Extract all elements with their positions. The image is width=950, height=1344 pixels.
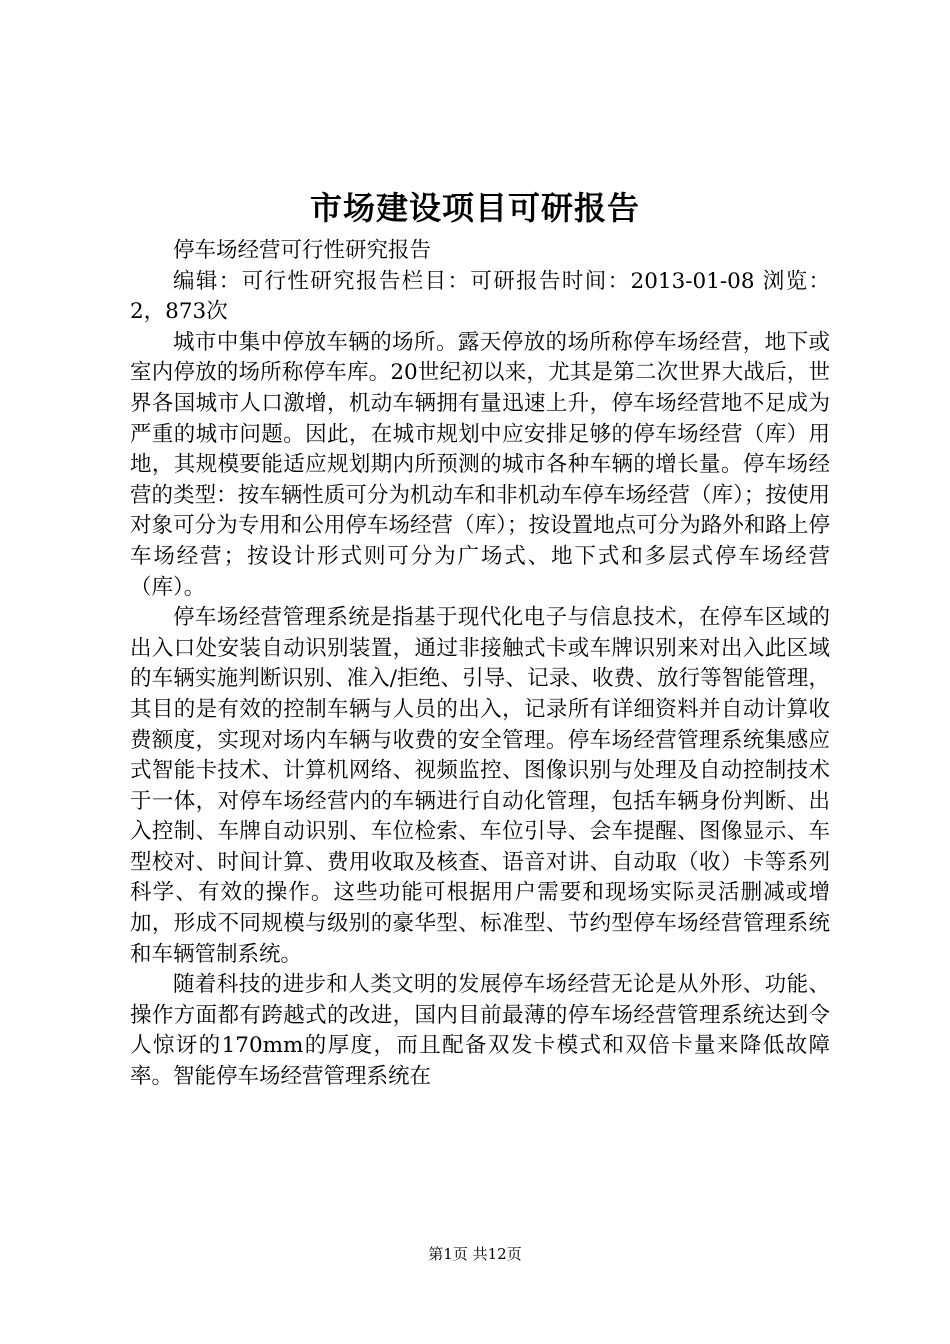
document-body (130, 236, 830, 1093)
document-meta-line: 编辑：可行性研究报告栏目：可研报告时间：2013-01-08 浏览：2，873次 (130, 268, 830, 325)
document-subtitle: 停车场经营可行性研究报告 (173, 238, 432, 263)
document-title: 市场建设项目可研报告 (309, 189, 640, 227)
paragraph-3: 随着科技的进步和人类文明的发展停车场经营无论是从外形、功能、操作方面都有跨越式的改进，国内目前最薄的停车场经营管理系统达到令人惊讶的170mm的厚度，而且配备双发卡模式和双倍卡量来降低故障率。智能停车场经营管理系统在 (130, 972, 830, 1090)
page-footer: 第1页 共12页 (428, 1245, 522, 1263)
paragraph-2: 停车场经营管理系统是指基于现代化电子与信息技术，在停车区域的出入口处安装自动识别装置，通过非接触式卡或车牌识别来对出入此区域的车辆实施判断识别、准入/拒绝、引导、记录、收费、放行等智能管理，其目的是有效的控制车辆与人员的出入，记录所有详细资料并自动计算收费额度，实现对场内车辆与收费的安全管理。停车场经营管理系统集感应式智能卡技术、计算机网络、视频监控、图像识别与处理及自动控制技术于一体，对停车场经营内的车辆进行自动化管理，包括车辆身份判断、出入控制、车牌自动识别、车位检索、车位引导、会车提醒、图像显示、车型校对、时间计算、费用收取及核查、语音对讲、自动取（收）卡等系列科学、有效的操作。这些功能可根据用户需要和现场实际灵活删减或增加，形成不同规模与级别的豪华型、标准型、节约型停车场经营管理系统和车辆管制系统。 (130, 605, 830, 967)
paragraph-1: 城市中集中停放车辆的场所。露天停放的场所称停车场经营，地下或室内停放的场所称停车库。20世纪初以来，尤其是第二次世界大战后，世界各国城市人口激增，机动车辆拥有量迅速上升，停车场经营地不足成为严重的城市问题。因此，在城市规划中应安排足够的停车场经营（库）用地，其规模要能适应规划期内所预测的城市各种车辆的增长量。停车场经营的类型：按车辆性质可分为机动车和非机动车停车场经营（库）；按使用对象可分为专用和公用停车场经营（库）；按设置地点可分为路外和路上停车场经营；按设计形式则可分为广场式、地下式和多层式停车场经营（库）。 (130, 329, 830, 600)
